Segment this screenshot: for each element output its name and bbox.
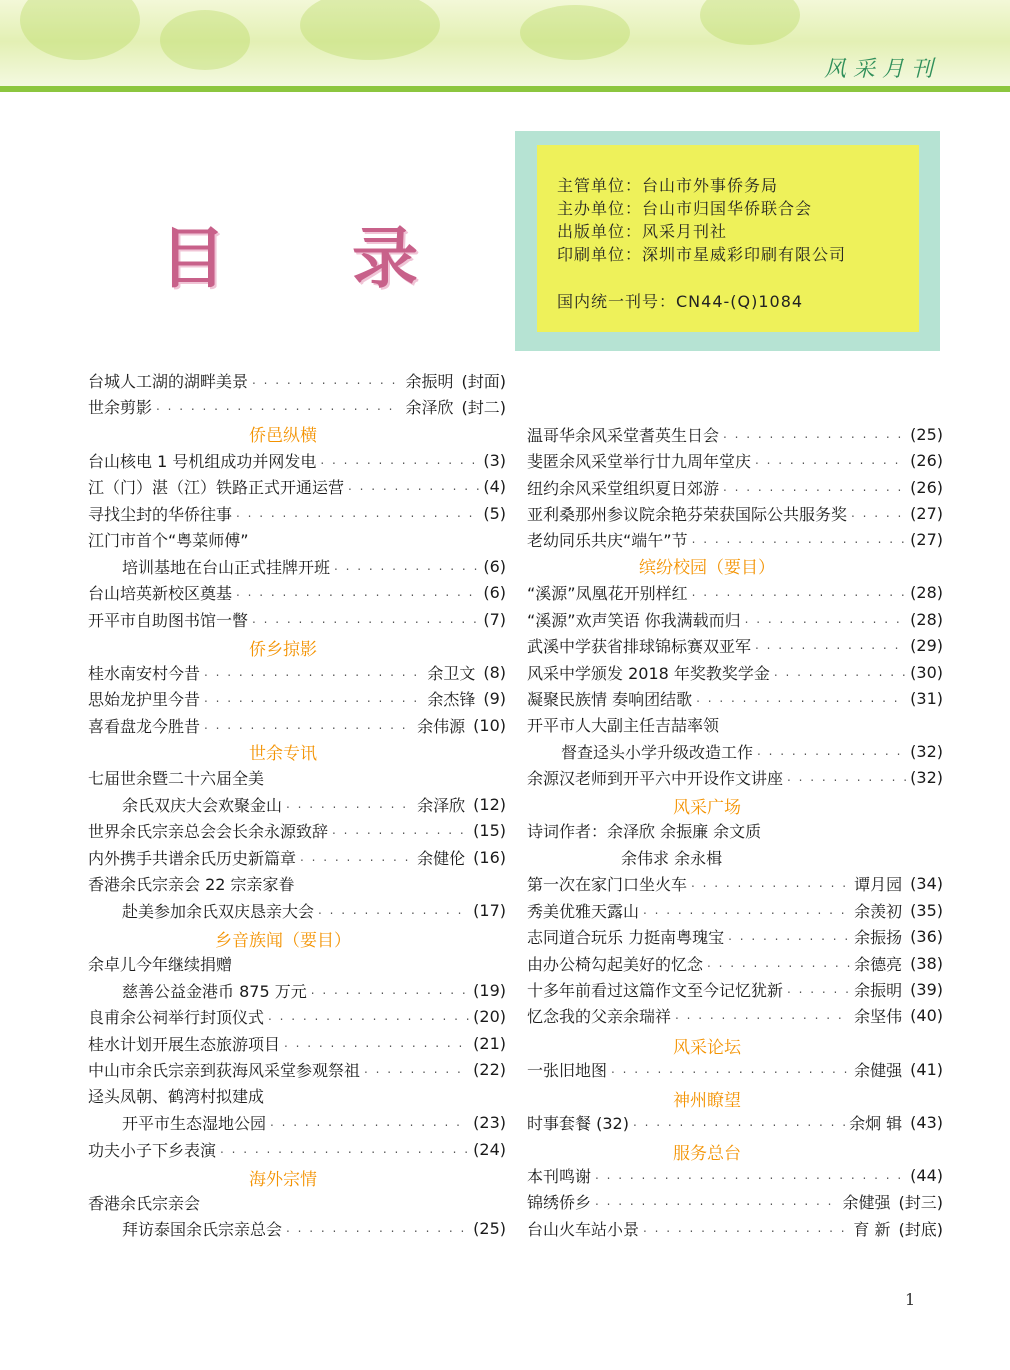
entry-page: (22)	[473, 1059, 506, 1079]
leader-dots	[675, 1008, 850, 1022]
entry-page: (34)	[910, 873, 943, 893]
entry-title: 台山火车站小景	[527, 1219, 640, 1239]
entry-title: 中山市余氏宗亲到荻海风采堂参观祭祖	[88, 1060, 361, 1080]
toc-entry[interactable]	[88, 607, 506, 631]
toc-entry[interactable]	[88, 474, 506, 498]
entry-title: 慈善公益金港币 875 万元	[122, 981, 307, 1001]
entry-page: (39)	[910, 979, 943, 999]
leader-dots	[286, 797, 413, 811]
banner-stripe	[0, 86, 1010, 92]
entry-title: 本刊鸣谢	[527, 1166, 592, 1186]
toc-entry[interactable]	[527, 448, 943, 472]
entry-author: 余德亮	[854, 954, 903, 974]
decorative-leaf	[520, 5, 630, 60]
toc-entry[interactable]	[527, 607, 943, 631]
toc-entry[interactable]	[88, 1216, 506, 1240]
leader-dots	[364, 1062, 469, 1076]
leader-dots	[320, 453, 479, 467]
section-heading: 侨邑纵横	[249, 426, 317, 446]
toc-entry[interactable]	[88, 898, 506, 922]
toc-entry[interactable]	[88, 792, 506, 816]
entry-title: 赴美参加余氏双庆恳亲大会	[122, 901, 315, 921]
info-supervisor: 主管单位：台山市外事侨务局	[557, 176, 779, 195]
entry-page: (26)	[910, 450, 943, 470]
entry-page: (30)	[910, 662, 943, 682]
entry-title: 由办公椅勾起美好的忆念	[527, 954, 704, 974]
entry-page: (12)	[473, 794, 506, 814]
leader-dots	[318, 903, 469, 917]
leader-dots	[692, 532, 907, 546]
entry-page: (32)	[910, 741, 943, 761]
entry-title: 凝聚民族情 奏响团结歌	[527, 689, 693, 709]
toc-entry[interactable]	[527, 1057, 943, 1081]
entry-title: 江（门）湛（江）铁路正式开通运营	[88, 477, 345, 497]
entry-author: 余泽欣	[417, 795, 466, 815]
entry-page: (5)	[483, 503, 506, 523]
entry-title-line: 开平市人大副主任吉喆率领	[527, 715, 720, 735]
entry-page: (44)	[910, 1165, 943, 1185]
toc-entry[interactable]	[527, 739, 943, 763]
leader-dots	[204, 718, 413, 732]
toc-entry[interactable]	[88, 1031, 506, 1055]
leader-dots	[755, 453, 906, 467]
leader-dots	[156, 399, 401, 413]
leader-dots	[252, 373, 401, 387]
leader-dots	[220, 1142, 469, 1156]
toc-entry[interactable]	[88, 580, 506, 604]
toc-entry[interactable]	[527, 580, 943, 604]
decorative-leaf	[300, 0, 440, 60]
toc-entry[interactable]	[527, 871, 943, 895]
toc-entry[interactable]	[88, 978, 506, 1002]
leader-dots	[851, 506, 906, 520]
entry-page: (36)	[910, 926, 943, 946]
entry-title: 培训基地在台山正式挂牌开班	[122, 557, 331, 577]
section-heading: 缤纷校园（要目）	[639, 558, 775, 578]
page-title-char-1: 目	[160, 220, 226, 297]
page-number: 1	[905, 1290, 916, 1309]
entry-title: 忆念我的父亲余瑞祥	[527, 1006, 672, 1026]
leader-dots	[334, 559, 479, 573]
toc-entry[interactable]	[88, 1137, 506, 1161]
entry-page: (25)	[473, 1218, 506, 1238]
toc-entry[interactable]	[88, 448, 506, 472]
entry-title-line: 迳头凤朝、鹤湾村拟建成	[88, 1086, 265, 1106]
info-printer: 印刷单位：深圳市星威彩印刷有限公司	[557, 245, 847, 264]
leader-dots	[728, 929, 850, 943]
entry-author: 余伟源	[417, 716, 466, 736]
entry-title: 亚利桑那州参议院余艳芬荣获国际公共服务奖	[527, 504, 848, 524]
leader-dots	[286, 1221, 469, 1235]
entry-page: (43)	[910, 1112, 943, 1132]
entry-page: (24)	[473, 1139, 506, 1159]
entry-page: (3)	[483, 450, 506, 470]
leader-dots	[595, 1194, 838, 1208]
entry-page: (7)	[483, 609, 506, 629]
decorative-leaf	[700, 0, 800, 45]
toc-entry[interactable]	[527, 1003, 943, 1027]
entry-title: “溪源”凤凰花开别样红	[527, 583, 688, 603]
entry-title: 志同道合玩乐 力挺南粤瑰宝	[527, 927, 725, 947]
toc-entry[interactable]	[527, 686, 943, 710]
toc-entry[interactable]	[88, 1057, 506, 1081]
entry-title: 余氏双庆大会欢聚金山	[122, 795, 283, 815]
toc-entry[interactable]	[527, 951, 943, 975]
entry-page: (41)	[910, 1059, 943, 1079]
toc-entry[interactable]	[88, 713, 506, 737]
entry-author: 余杰锋	[427, 689, 476, 709]
entry-title: 第一次在家门口坐火车	[527, 874, 688, 894]
entry-title: 台城人工湖的湖畔美景	[88, 371, 249, 391]
entry-title-line: 江门市首个“粤菜师傅”	[88, 530, 249, 550]
entry-author: 余振明	[854, 980, 903, 1000]
entry-title: “溪源”欢声笑语 你我满载而归	[527, 610, 741, 630]
entry-author: 余健强	[842, 1192, 891, 1212]
entry-title: 寻找尘封的华侨往事	[88, 504, 233, 524]
toc-entry[interactable]	[88, 1004, 506, 1028]
entry-author: 育 新	[853, 1219, 891, 1239]
toc-entry[interactable]	[527, 898, 943, 922]
entry-page: (31)	[910, 688, 943, 708]
toc-entry[interactable]	[88, 845, 506, 869]
leader-dots	[787, 770, 906, 784]
entry-page: (23)	[473, 1112, 506, 1132]
toc-entry[interactable]	[88, 1110, 506, 1134]
poetry-authors-line: 诗词作者：余泽欣 余振廉 余文质	[527, 821, 762, 841]
entry-page: (封面)	[461, 371, 506, 391]
entry-title: 秀美优雅天露山	[527, 901, 640, 921]
entry-title: 斐匿余风采堂举行廿九周年堂庆	[527, 451, 752, 471]
entry-title: 锦绣侨乡	[527, 1192, 592, 1212]
leader-dots	[236, 506, 479, 520]
leader-dots	[204, 665, 423, 679]
entry-page: (封二)	[461, 397, 506, 417]
entry-title: 纽约余风采堂组织夏日郊游	[527, 478, 720, 498]
section-heading: 乡音族闻（要目）	[215, 931, 351, 951]
toc-entry[interactable]	[527, 1110, 943, 1134]
entry-page: (9)	[483, 688, 506, 708]
entry-page: (27)	[910, 529, 943, 549]
entry-page: (20)	[473, 1006, 506, 1026]
decorative-leaf	[160, 10, 250, 70]
entry-title-line: 香港余氏宗亲会	[88, 1193, 201, 1213]
section-heading: 世余专讯	[249, 744, 317, 764]
entry-title: 督查迳头小学升级改造工作	[561, 742, 754, 762]
leader-dots	[270, 1115, 469, 1129]
leader-dots	[692, 585, 907, 599]
entry-title: 思始龙护里今昔	[88, 689, 201, 709]
toc-entry[interactable]	[527, 765, 943, 789]
toc-entry[interactable]	[88, 818, 506, 842]
leader-dots	[787, 982, 850, 996]
entry-title: 时事套餐 (32)	[527, 1113, 629, 1133]
entry-author: 余振明	[405, 371, 454, 391]
entry-page: (28)	[910, 582, 943, 602]
entry-page: (4)	[483, 476, 506, 496]
entry-page: (6)	[483, 556, 506, 576]
toc-entry[interactable]	[88, 394, 506, 418]
toc-entry[interactable]	[527, 977, 943, 1001]
entry-title: 老幼同乐共庆“端午”节	[527, 530, 688, 550]
entry-page: (21)	[473, 1033, 506, 1053]
toc-entry[interactable]	[88, 660, 506, 684]
entry-page: (17)	[473, 900, 506, 920]
leader-dots	[643, 1221, 849, 1235]
leader-dots	[236, 585, 479, 599]
leader-dots	[745, 612, 906, 626]
toc-entry[interactable]	[527, 1189, 943, 1213]
leader-dots	[595, 1168, 906, 1182]
leader-dots	[691, 876, 850, 890]
poetry-authors-line: 余伟求 余永楫	[621, 848, 723, 868]
entry-page: (封三)	[898, 1192, 943, 1212]
publication-info-box	[515, 131, 940, 351]
toc-entry[interactable]	[527, 422, 943, 446]
leader-dots	[633, 1115, 845, 1129]
entry-title-line: 余卓儿今年继续捐赠	[88, 954, 233, 974]
magazine-name: 风采月刊	[823, 57, 940, 82]
toc-entry[interactable]	[527, 475, 943, 499]
entry-page: (19)	[473, 980, 506, 1000]
entry-title: 台山培英新校区奠基	[88, 583, 233, 603]
entry-page: (27)	[910, 503, 943, 523]
entry-title: 开平市生态湿地公园	[122, 1113, 267, 1133]
entry-title: 桂水计划开展生态旅游项目	[88, 1034, 281, 1054]
entry-title: 内外携手共谱余氏历史新篇章	[88, 848, 297, 868]
entry-page: (35)	[910, 900, 943, 920]
toc-entry[interactable]	[527, 924, 943, 948]
section-heading: 神州瞭望	[673, 1091, 741, 1111]
entry-title: 温哥华余风采堂耆英生日会	[527, 425, 720, 445]
entry-page: (8)	[483, 662, 506, 682]
decorative-leaf	[20, 0, 140, 60]
entry-author: 余健强	[854, 1060, 903, 1080]
entry-author: 余羡初	[854, 901, 903, 921]
leader-dots	[643, 903, 850, 917]
entry-title: 功夫小子下乡表演	[88, 1140, 217, 1160]
entry-page: (29)	[910, 635, 943, 655]
entry-author: 余炯 辑	[849, 1113, 903, 1133]
entry-title-line: 七届世余暨二十六届全美	[88, 768, 265, 788]
entry-author: 余泽欣	[405, 397, 454, 417]
entry-author: 余振扬	[854, 927, 903, 947]
leader-dots	[723, 427, 906, 441]
toc-entry[interactable]	[527, 527, 943, 551]
entry-page: (16)	[473, 847, 506, 867]
entry-page: (6)	[483, 582, 506, 602]
section-heading: 侨乡掠影	[249, 640, 317, 660]
entry-title: 十多年前看过这篇作文至今记忆犹新	[527, 980, 784, 1000]
entry-title-line: 香港余氏宗亲会 22 宗亲家眷	[88, 874, 295, 894]
entry-title: 一张旧地图	[527, 1060, 608, 1080]
info-sponsor: 主办单位：台山市归国华侨联合会	[557, 199, 813, 218]
toc-entry[interactable]	[527, 633, 943, 657]
leader-dots	[284, 1036, 469, 1050]
leader-dots	[723, 480, 906, 494]
info-publisher: 出版单位：风采月刊社	[557, 222, 728, 241]
leader-dots	[332, 823, 469, 837]
entry-page: (10)	[473, 715, 506, 735]
entry-title: 余源汉老师到开平六中开设作文讲座	[527, 768, 784, 788]
entry-title: 风采中学颁发 2018 年奖教奖学金	[527, 663, 770, 683]
entry-title: 桂水南安村今昔	[88, 663, 201, 683]
leader-dots	[757, 744, 906, 758]
entry-title: 世界余氏宗亲总会会长余永源致辞	[88, 821, 329, 841]
leader-dots	[268, 1009, 469, 1023]
entry-page: (25)	[910, 424, 943, 444]
entry-title: 拜访泰国余氏宗亲总会	[122, 1219, 283, 1239]
publication-info-panel	[537, 145, 919, 332]
entry-title: 台山核电 1 号机组成功并网发电	[88, 451, 317, 471]
entry-page: (32)	[910, 767, 943, 787]
leader-dots	[348, 479, 479, 493]
entry-title: 开平市自助图书馆一瞥	[88, 610, 249, 630]
leader-dots	[311, 983, 469, 997]
toc-entry[interactable]	[88, 686, 506, 710]
entry-author: 谭月园	[854, 874, 903, 894]
entry-title: 喜看盘龙今胜昔	[88, 716, 201, 736]
leader-dots	[204, 691, 423, 705]
toc-entry[interactable]	[88, 501, 506, 525]
section-heading: 风采论坛	[673, 1038, 741, 1058]
entry-page: (封底)	[898, 1219, 943, 1239]
leader-dots	[696, 691, 906, 705]
leader-dots	[611, 1062, 850, 1076]
entry-author: 余卫文	[427, 663, 476, 683]
entry-title: 世余剪影	[88, 397, 153, 417]
leader-dots	[774, 665, 906, 679]
entry-title: 良甫余公祠举行封顶仪式	[88, 1007, 265, 1027]
leader-dots	[300, 850, 413, 864]
entry-page: (40)	[910, 1005, 943, 1025]
toc-entry[interactable]	[88, 368, 506, 392]
entry-page: (15)	[473, 820, 506, 840]
toc-entry[interactable]	[527, 660, 943, 684]
entry-page: (26)	[910, 477, 943, 497]
entry-title: 武溪中学获省排球锦标赛双亚军	[527, 636, 752, 656]
toc-entry[interactable]	[527, 1216, 943, 1240]
entry-page: (38)	[910, 953, 943, 973]
toc-entry[interactable]	[527, 1163, 943, 1187]
section-heading: 服务总台	[673, 1144, 741, 1164]
toc-entry[interactable]	[88, 554, 506, 578]
info-serial-number: 国内统一刊号：CN44-(Q)1084	[557, 292, 804, 311]
section-heading: 风采广场	[673, 798, 741, 818]
entry-author: 余坚伟	[854, 1006, 903, 1026]
leader-dots	[707, 956, 850, 970]
toc-entry[interactable]	[527, 501, 943, 525]
section-heading: 海外宗情	[249, 1170, 317, 1190]
leader-dots	[252, 612, 479, 626]
page-title-char-2: 录	[352, 220, 418, 297]
entry-page: (28)	[910, 609, 943, 629]
leader-dots	[755, 638, 906, 652]
entry-author: 余健伦	[417, 848, 466, 868]
